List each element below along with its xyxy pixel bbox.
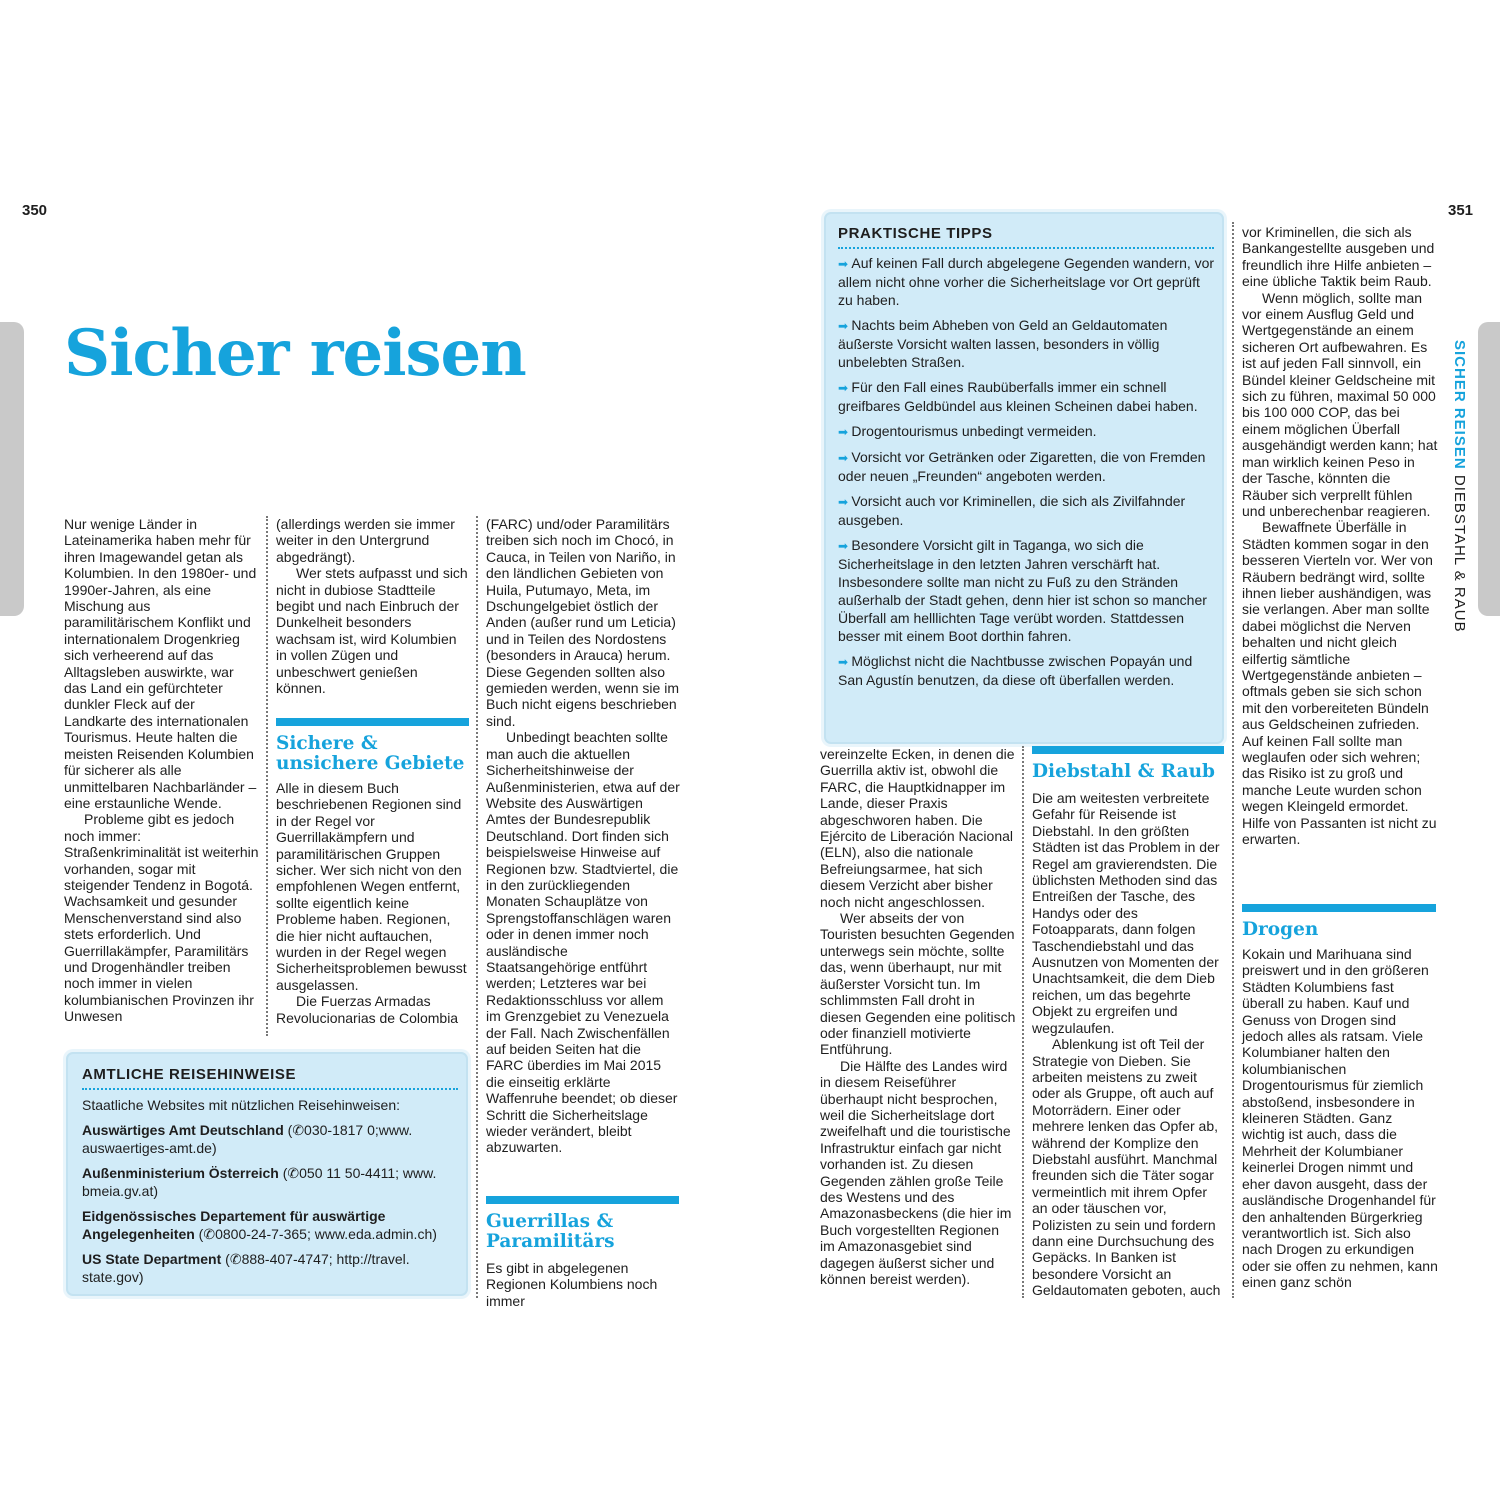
amtliche-entry-name: Eidgenössisches Departement für auswärtige Angelegenheiten: [82, 1208, 386, 1242]
section-rule: [486, 1196, 679, 1204]
tipp-item: [838, 378, 1216, 415]
right-col1-paragraph-3: Die Hälfte des Landes wird in diesem Reiseführer überhaupt nicht besprochen, weil die Sicherheitslage dort zweifelhaft und die touristische Infrastruktur einfach gar nicht vorhanden ist. Zu diesen Gegenden zählen große Teile des Westens und des Amazonasbeckens (die hier im Buch vorgestellten Regionen im Amazonasgebiet sind dagegen äußerst sicher und können bereist werden).: [820, 1057, 1012, 1287]
tipp-item: [838, 448, 1216, 485]
sichere-paragraph-1: Alle in diesem Buch beschriebenen Regionen sind in der Regel vor Guerrillakämpfern und paramilitärischen Gruppen sicher. Wer sich nicht von den empfohlenen Wegen entfernt, sollte eigentlich keine Probleme haben. Regionen, die hier nicht auftauchen, wurden in der Regel wegen Sicherheitsproblemen bewusst ausgelassen.: [276, 780, 467, 993]
arrow-right-icon: ➡: [838, 319, 852, 333]
arrow-right-icon: ➡: [838, 495, 852, 509]
col3-paragraph-2: Unbedingt beachten sollte man auch die aktuellen Sicherheitshinweise der Außenministerien, etwa auf der Website des Auswärtigen Amtes der Bundesrepublik Deutschland. Dort finden sich beispielsweise Hinweise auf Regionen bzw. Stadtviertel, die in den zurückliegenden Monaten Schauplätze von Sprengstoffanschlägen waren oder in denen immer noch ausländische Staatsangehörige entführt werden; Letzteres war bei Redaktionsschluss vor allem im Grenzgebiet zu Venezuela der Fall. Nach Zwischenfällen auf beiden Seiten hat die FARC überdies im Mai 2015 die einseitig erklärte Waffenruhe beendet; ob dieser Schritt die Sicherheitslage wieder verändert, bleibt abzuwarten.: [486, 729, 680, 1156]
arrow-right-icon: ➡: [838, 425, 852, 439]
tipp-item: [838, 536, 1216, 645]
tipp-text: Besondere Vorsicht gilt in Taganga, wo sich die Sicherheitslage in den letzten Jahren verschärft hat. Insbesondere sollte man nicht zu Fuß zu den Stränden außerhalb der Stadt gehen, denn hier ist schon so mancher Überfall am helllichten Tage verübt worden. Stattdessen besser mit einem Boot dorthin fahren.: [838, 537, 1207, 644]
guerrillas-paragraph: Es gibt in abgelegenen Regionen Kolumbiens noch immer: [486, 1260, 658, 1309]
column-divider: [1232, 222, 1234, 1298]
heading-guerrillas: Guerrillas & Paramilitärs: [486, 1211, 615, 1252]
box-dotted-rule: [82, 1088, 458, 1090]
amtliche-entry-detail: 0800-24-7-365; www.eda.admin.ch): [215, 1226, 437, 1242]
praktische-tipps-box: [824, 212, 1224, 744]
right-col3-paragraph-1: vor Kriminellen, die sich als Bankangestellte ausgeben und freundlich ihre Hilfe anbieten – eine übliche Taktik beim Raub.: [1242, 224, 1435, 290]
box-dotted-rule: [838, 247, 1214, 249]
phone-icon: ✆: [229, 1251, 242, 1267]
column-3: [486, 516, 680, 1156]
phone-icon: ✆: [292, 1122, 305, 1138]
diebstahl-paragraph-2: Ablenkung ist oft Teil der Strategie von Dieben. Sie arbeiten meistens zu zweit oder als Gruppe, oft auch auf Motorrädern. Einer oder mehrere lenken das Opfer ab, während der Komplize den Diebstahl ausführt. Manchmal freunden sich die Täter sogar vermeintlich mit ihrem Opfer an oder täuschen vor, Polizisten zu sein und fordern dann eine Durchsuchung des Gepäcks. In Banken ist besondere Vorsicht an Geldautomaten geboten, auch: [1032, 1036, 1221, 1299]
heading-diebstahl: Diebstahl & Raub: [1032, 761, 1215, 782]
intro-paragraph-2: Probleme gibt es jedoch noch immer: Straßenkriminalität ist weiterhin vorhanden, sogar mit steigender Tendenz in Bogotá. Wachsamkeit und gesunder Menschenverstand sind also stets erforderlich. Und Guerrillakämpfer, Paramilitärs und Drogenhändler treiben noch immer in vielen kolumbianischen Provinzen ihr Unwesen: [64, 811, 259, 1025]
page-edge-tab-left: [0, 322, 24, 616]
tipp-text: Möglichst nicht die Nachtbusse zwischen Popayán und San Agustín benutzen, da diese oft überfallen werden.: [838, 653, 1193, 688]
amtliche-reisehinweise-box: [66, 1052, 468, 1296]
running-head-section: SICHER REISEN: [1451, 340, 1468, 470]
tipp-text: Vorsicht vor Getränken oder Zigaretten, die von Fremden oder neuen „Freunden“ angeboten werden.: [838, 449, 1206, 484]
section-rule: [276, 718, 469, 726]
right-col3-paragraph-3: Bewaffnete Überfälle in Städten kommen sogar in den besseren Vierteln vor. Wer von Räubern bedrängt wird, sollte ihnen lieber aushändigen, was sie verlangen. Aber man sollte dabei möglichst die Nerven behalten und nicht gleich eilfertig sämtliche Wertgegenstände anbieten – oftmals geben sie sich schon mit den vorbereiteten Bündeln aus Geldscheinen zufrieden. Auf keinen Fall sollte man weglaufen oder sich wehren; das Risiko ist zu groß und manche Leute wurden schon wegen Kleingeld ermordet. Hilfe von Passanten ist nicht zu erwarten.: [1242, 519, 1437, 848]
amtliche-content: [82, 1096, 458, 1286]
right-col1-paragraph-2: Wer abseits der von Touristen besuchten Gegenden unterwegs sein möchte, sollte das, wenn überhaupt, nur mit äußerster Vorsicht tun. Im schlimmsten Fall droht in diesen Gegenden eine politisch oder finanziell motivierte Entführung.: [820, 910, 1016, 1058]
tipp-text: Nachts beim Abheben von Geld an Geldautomaten äußerste Vorsicht walten lassen, besonders in völlig unbelebten Straßen.: [838, 317, 1168, 370]
drogen-text: [1242, 946, 1438, 1291]
column-2: [276, 516, 470, 696]
phone-icon: ✆: [203, 1226, 216, 1242]
amtliche-entry-name: Auswärtiges Amt Deutschland: [82, 1122, 284, 1138]
page-number-left: 350: [22, 202, 48, 219]
amtliche-entry-detail: 030-1817 0;www. auswaertiges-amt.de): [82, 1122, 413, 1156]
tipp-text: Drogentourismus unbedingt vermeiden.: [851, 423, 1097, 439]
tipp-item: [838, 422, 1216, 441]
page-title: Sicher reisen: [64, 316, 526, 391]
amtliche-entry-detail: 888-407-4747; http://travel. state.gov): [82, 1251, 410, 1285]
column-divider: [1022, 746, 1024, 1298]
tipp-text: Für den Fall eines Raubüberfalls immer ein schnell greifbares Geldbündel aus kleinen Scheinen dabei haben.: [838, 379, 1198, 414]
heading-sichere-gebiete: Sichere & unsichere Gebiete: [276, 733, 465, 774]
sichere-gebiete-text: [276, 780, 470, 1026]
tipp-item: [838, 492, 1216, 529]
arrow-right-icon: ➡: [838, 257, 852, 271]
diebstahl-text: [1032, 790, 1226, 1299]
amtliche-entry: Außenministerium Österreich (✆050 11 50-4411; www. bmeia.gv.at): [82, 1165, 437, 1199]
amtliche-entry: US State Department (✆888-407-4747; http://travel. state.gov): [82, 1251, 410, 1285]
col3-paragraph-1: (FARC) und/oder Paramilitärs treiben sich noch im Chocó, in Cauca, in Teilen von Nariño, in den ländlichen Gebieten von Huila, Putumayo, Meta, im Dschungelgebiet östlich der Anden (außer rund um Leticia) und in Teilen des Nordostens (besonders in Arauca) herum. Diese Gegenden sollten also gemieden werden, wenn sie im Buch nicht eigens beschrieben sind.: [486, 516, 679, 729]
right-column-3: [1242, 224, 1438, 847]
tipps-heading: PRAKTISCHE TIPPS: [838, 225, 993, 242]
amtliche-entry-name: Außenministerium Österreich: [82, 1165, 279, 1181]
tipp-text: Vorsicht auch vor Kriminellen, die sich als Zivilfahnder ausgeben.: [838, 493, 1186, 528]
column-divider: [266, 516, 268, 1036]
tipp-item: [838, 652, 1216, 689]
column-divider: [476, 516, 478, 1298]
tipp-item: [838, 254, 1216, 309]
amtliche-entry-name: US State Department: [82, 1251, 222, 1267]
amtliche-entry-detail: 050 11 50-4411; www. bmeia.gv.at): [82, 1165, 437, 1199]
tipp-item: [838, 316, 1216, 371]
amtliche-intro: Staatliche Websites mit nützlichen Reisehinweisen:: [82, 1097, 401, 1113]
sichere-paragraph-2: Die Fuerzas Armadas Revolucionarias de Colombia: [276, 993, 459, 1026]
amtliche-heading: AMTLICHE REISEHINWEISE: [82, 1066, 297, 1083]
intro-paragraph-1: Nur wenige Länder in Lateinamerika haben mehr für ihren Imagewandel getan als Kolumbien. In den 1980er- und 1990er-Jahren, als eine Mischung aus paramilitärischem Konflikt und internationalem Drogenkrieg sich verheerend auf das Alltagsleben auswirkte, war das Land ein gefürchteter dunkler Fleck auf der Landkarte des internationalen Tourismus. Heute halten die meisten Reisenden Kolumbien für sicherer als alle unmittelbaren Nachbarländer – eine erstaunliche Wende.: [64, 516, 257, 811]
tipps-list: [838, 254, 1216, 696]
right-col3-paragraph-2: Wenn möglich, sollte man vor einem Ausflug Geld und Wertgegenstände an einem sicheren Ort aufbewahren. Es ist auf jeden Fall sinnvoll, ein Bündel kleiner Geldscheine mit sich zu führen, maximal 50 000 bis 100 000 COP, das bei einem möglichen Überfall ausgehändigt werden kann; hat man wirklich keinen Peso in der Tasche, könnten die Räuber sich verprellt fühlen und unberechenbar reagieren.: [1242, 289, 1438, 519]
amtliche-entry: Eidgenössisches Departement für auswärtige Angelegenheiten (✆0800-24-7-365; www.eda.admin.ch): [82, 1208, 437, 1242]
arrow-right-icon: ➡: [838, 451, 852, 465]
col2-paragraph-1: (allerdings werden sie immer weiter in den Untergrund abgedrängt).: [276, 516, 455, 565]
phone-icon: ✆: [287, 1165, 300, 1181]
guerrillas-text: [486, 1260, 680, 1309]
col2-paragraph-2: Wer stets aufpasst und sich nicht in dubiose Stadtteile begibt und nach Einbruch der Dunkelheit besonders wachsam ist, wird Kolumbien in vollen Zügen und unbeschwert genießen können.: [276, 565, 468, 697]
arrow-right-icon: ➡: [838, 381, 852, 395]
right-column-1: [820, 746, 1016, 1287]
section-rule: [1242, 904, 1436, 912]
arrow-right-icon: ➡: [838, 655, 852, 669]
arrow-right-icon: ➡: [838, 539, 852, 553]
amtliche-entry: Auswärtiges Amt Deutschland (✆030-1817 0;www. auswaertiges-amt.de): [82, 1122, 413, 1156]
running-head-vertical: [1451, 340, 1468, 633]
intro-column: [64, 516, 260, 1025]
diebstahl-paragraph-1: Die am weitesten verbreitete Gefahr für Reisende ist Diebstahl. In den größten Städten ist das Problem in der Regel am gravierendsten. Die üblichsten Methoden sind das Entreißen der Tasche, des Handys oder des Fotoapparats, dann folgen Taschendiebstahl und das Ausnutzen von Momenten der Unachtsamkeit, die dem Dieb reichen, um das begehrte Objekt zu ergreifen und wegzulaufen.: [1032, 790, 1220, 1036]
tipp-text: Auf keinen Fall durch abgelegene Gegenden wandern, vor allem nicht ohne vorher die Sicherheitslage vor Ort geprüft zu haben.: [838, 255, 1215, 308]
heading-drogen: Drogen: [1242, 919, 1319, 940]
page-number-right: 351: [1448, 202, 1474, 219]
running-head-topic: DIEBSTAHL & RAUB: [1451, 474, 1468, 633]
right-col1-paragraph-1: vereinzelte Ecken, in denen die Guerrilla aktiv ist, obwohl die FARC, die Hauptkidnapper im Lande, dieser Praxis abgeschworen haben. Die Ejército de Liberación Nacional (ELN), also die nationale Befreiungsarmee, hat sich diesem Verzicht aber bisher noch nicht angeschlossen.: [820, 746, 1015, 910]
drogen-paragraph: Kokain und Marihuana sind preiswert und in den größeren Städten Kolumbiens fast überall zu haben. Kauf und Genuss von Drogen sind jedoch alles als ratsam. Viele Kolumbianer halten den kolumbianischen Drogentourismus für ziemlich abstoßend, insbesondere in kleineren Städten. Ganz wichtig ist auch, dass die Mehrheit der Kolumbianer keinerlei Drogen nimmt und eher davon ausgeht, dass der ausländische Drogenhandel für den anhaltenden Bürgerkrieg verantwortlich ist. Sich also nach Drogen zu erkundigen oder sie offen zu nehmen, kann einen ganz schön: [1242, 946, 1438, 1291]
section-rule: [1032, 746, 1224, 754]
page-edge-tab-right: [1478, 322, 1500, 616]
